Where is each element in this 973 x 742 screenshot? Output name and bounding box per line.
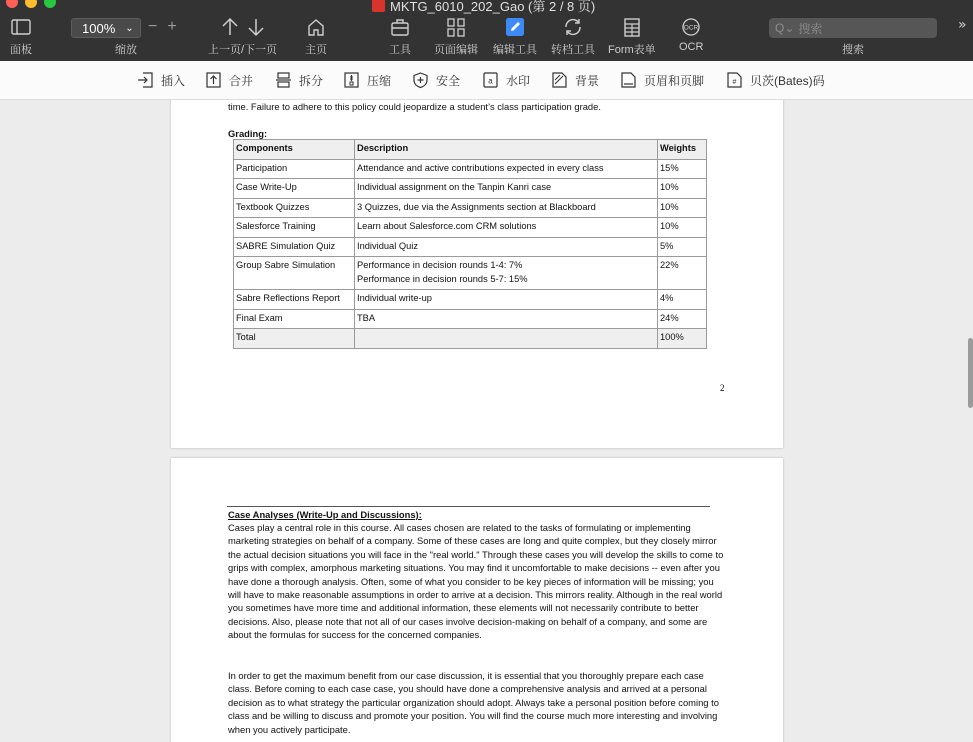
grid-pages-icon bbox=[445, 16, 467, 38]
grading-table bbox=[233, 139, 707, 349]
tools-button[interactable] bbox=[389, 16, 411, 57]
toolbox-icon bbox=[389, 16, 411, 38]
table-cell bbox=[355, 329, 658, 349]
panel-label: 面板 bbox=[10, 44, 32, 56]
edit-pencil-icon bbox=[504, 16, 526, 38]
watermark-button[interactable] bbox=[482, 71, 530, 89]
header-footer-button[interactable] bbox=[620, 71, 704, 89]
table-cell: Individual assignment on the Tanpin Kanri case bbox=[355, 179, 658, 199]
table-cell: Group Sabre Simulation bbox=[234, 257, 355, 290]
table-cell: Sabre Reflections Report bbox=[234, 290, 355, 310]
page-navigation-buttons[interactable] bbox=[208, 16, 277, 57]
table-row bbox=[234, 257, 707, 290]
grading-heading: Grading: bbox=[228, 128, 268, 139]
shield-icon bbox=[412, 71, 429, 89]
svg-text:#: # bbox=[732, 79, 737, 86]
table-row bbox=[234, 218, 707, 238]
merge-label: 合并 bbox=[229, 73, 254, 88]
table-cell: Learn about Salesforce.com CRM solutions bbox=[355, 218, 658, 238]
edit-tools-button[interactable] bbox=[493, 16, 537, 57]
zoom-select[interactable] bbox=[71, 18, 141, 38]
form-label: Form表单 bbox=[608, 44, 656, 56]
overflow-chevron-icon[interactable]: » bbox=[958, 17, 967, 33]
page-edit-label: 页面编辑 bbox=[434, 44, 478, 56]
sidebar-panel-icon bbox=[10, 16, 32, 38]
security-button[interactable] bbox=[412, 71, 460, 89]
arrow-up-down-icon bbox=[217, 16, 269, 38]
table-cell: 10% bbox=[658, 179, 707, 199]
table-cell: Attendance and active contributions expected in every class bbox=[355, 159, 658, 179]
background-label: 背景 bbox=[575, 73, 600, 88]
pdf-file-icon bbox=[372, 0, 385, 12]
nav-label: 上一页/下一页 bbox=[208, 44, 278, 56]
convert-label: 转档工具 bbox=[551, 44, 595, 56]
merge-icon bbox=[205, 71, 222, 89]
table-cell: Final Exam bbox=[234, 309, 355, 329]
table-row bbox=[234, 179, 707, 199]
window-title-text: MKTG_6010_202_Gao (第 2 / 8 页) bbox=[390, 0, 596, 14]
ocr-icon bbox=[680, 16, 702, 38]
insert-label: 插入 bbox=[161, 73, 186, 88]
table-row bbox=[234, 290, 707, 310]
window-title bbox=[372, 0, 595, 15]
case-analyses-heading: Case Analyses (Write-Up and Discussions): bbox=[228, 509, 422, 520]
pdf-page-2 bbox=[171, 100, 783, 448]
table-cell: 100% bbox=[658, 329, 707, 349]
page-number: 2 bbox=[720, 383, 725, 393]
bates-number-label: 贝茨(Bates)码 bbox=[750, 73, 825, 88]
edit-subtoolbar bbox=[0, 61, 973, 100]
table-cell: Individual write-up bbox=[355, 290, 658, 310]
table-row bbox=[234, 237, 707, 257]
main-toolbar bbox=[0, 0, 973, 61]
merge-button[interactable] bbox=[205, 71, 253, 89]
table-row bbox=[234, 198, 707, 218]
table-cell: 3 Quizzes, due via the Assignments section at Blackboard bbox=[355, 198, 658, 218]
pdf-page-3 bbox=[171, 458, 783, 742]
close-window-button[interactable] bbox=[6, 0, 18, 8]
home-button[interactable] bbox=[305, 16, 327, 57]
ocr-button[interactable] bbox=[679, 16, 703, 53]
chevron-down-icon: ⌄ bbox=[125, 22, 134, 34]
table-cell: 5% bbox=[658, 237, 707, 257]
watermark-icon bbox=[482, 71, 499, 89]
zoom-label: 缩放 bbox=[115, 44, 137, 56]
table-header-cell: Components bbox=[234, 140, 355, 160]
zoom-stepper bbox=[148, 18, 187, 36]
table-cell: Textbook Quizzes bbox=[234, 198, 355, 218]
search-placeholder: 搜索 bbox=[798, 21, 823, 36]
form-table-icon bbox=[621, 16, 643, 38]
home-icon bbox=[305, 16, 327, 38]
bates-number-icon bbox=[726, 71, 743, 89]
vertical-scrollbar[interactable] bbox=[968, 338, 973, 408]
tools-label: 工具 bbox=[389, 44, 411, 56]
table-cell: 10% bbox=[658, 218, 707, 238]
security-label: 安全 bbox=[436, 73, 461, 88]
search-input[interactable] bbox=[769, 18, 937, 38]
policy-text: time. Failure to adhere to this policy could jeopardize a student’s class participation grade. bbox=[228, 101, 601, 112]
table-cell: Salesforce Training bbox=[234, 218, 355, 238]
compress-label: 压缩 bbox=[367, 73, 392, 88]
table-header-cell: Weights bbox=[658, 140, 707, 160]
table-cell: Case Write-Up bbox=[234, 179, 355, 199]
compress-button[interactable] bbox=[343, 71, 391, 89]
document-viewer[interactable] bbox=[0, 100, 973, 742]
window-controls bbox=[6, 0, 56, 8]
insert-button[interactable] bbox=[137, 71, 185, 89]
zoom-in-button[interactable]: + bbox=[167, 18, 187, 35]
edit-tools-label: 编辑工具 bbox=[493, 44, 537, 56]
panel-button[interactable] bbox=[10, 16, 32, 57]
table-cell: TBA bbox=[355, 309, 658, 329]
background-icon bbox=[551, 71, 568, 89]
watermark-label: 水印 bbox=[506, 73, 531, 88]
split-label: 拆分 bbox=[299, 73, 324, 88]
split-icon bbox=[275, 71, 292, 89]
search-icon: Q⌄ bbox=[775, 21, 795, 35]
paragraph: Cases play a central role in this course. All cases chosen are related to the tasks of formulating or implementing marketing strategies on behalf of a company. Some of these cases are long and quite complex, but they closely mirror the actual decision situations you will face in the "real world." Through these cases you will develop the skills to come to grips with complex, amorphous marketing situations. You may find it uncomfortable to make decisions -- even after you have done a thorough analysis. Often, some of what you consider to be key pieces of information will be missing; you will have to make reasonable assumptions in order to arrive at a decision. This mirrors reality. Although in the real world you sometimes have more time and additional information, these elements will not necessarily contribute to better decisions. Also, please note that not all of our cases involve decision-making on behalf of a company, and some are about the formulas for success for the concerned companies. bbox=[228, 522, 724, 641]
bates-number-button[interactable] bbox=[726, 71, 825, 89]
zoom-value: 100% bbox=[82, 20, 116, 36]
table-header-cell: Description bbox=[355, 140, 658, 160]
svg-text:a: a bbox=[488, 76, 493, 86]
table-cell: 22% bbox=[658, 257, 707, 290]
table-row bbox=[234, 309, 707, 329]
table-cell: 15% bbox=[658, 159, 707, 179]
table-cell: Participation bbox=[234, 159, 355, 179]
table-cell: 24% bbox=[658, 309, 707, 329]
header-footer-label: 页眉和页脚 bbox=[644, 73, 705, 88]
form-button[interactable] bbox=[608, 16, 656, 57]
svg-text:OCR: OCR bbox=[683, 24, 699, 32]
page-edit-button[interactable] bbox=[434, 16, 478, 57]
table-cell-multiline bbox=[355, 257, 658, 290]
table-total-row bbox=[234, 329, 707, 349]
background-button[interactable] bbox=[551, 71, 599, 89]
insert-icon bbox=[137, 71, 154, 89]
table-cell: Total bbox=[234, 329, 355, 349]
table-cell: SABRE Simulation Quiz bbox=[234, 237, 355, 257]
convert-tools-button[interactable] bbox=[551, 16, 595, 57]
home-label: 主页 bbox=[305, 44, 327, 56]
zoom-out-button[interactable]: − bbox=[148, 18, 168, 35]
table-cell-line: Performance in decision rounds 5-7: 15% bbox=[357, 273, 528, 284]
search-label: 搜索 bbox=[842, 44, 864, 56]
zoom-window-button[interactable] bbox=[44, 0, 56, 8]
table-cell-line: Performance in decision rounds 1-4: 7% bbox=[357, 260, 523, 270]
ocr-label: OCR bbox=[679, 41, 704, 53]
table-cell: 10% bbox=[658, 198, 707, 218]
minimize-window-button[interactable] bbox=[25, 0, 37, 8]
convert-refresh-icon bbox=[562, 16, 584, 38]
table-cell: 4% bbox=[658, 290, 707, 310]
header-footer-icon bbox=[620, 71, 637, 89]
split-button[interactable] bbox=[275, 71, 323, 89]
section-divider bbox=[227, 506, 710, 507]
table-row bbox=[234, 159, 707, 179]
compress-icon bbox=[343, 71, 360, 89]
table-header-row bbox=[234, 140, 707, 160]
table-cell: Individual Quiz bbox=[355, 237, 658, 257]
paragraph: In order to get the maximum benefit from our case discussion, it is essential that you thoroughly prepare each case class. Before coming to each case case, you should have done a comprehensive analysis and arrived at a personal decision as to what strategy the particular organization should adopt. Always take a personal position before coming to class and be willing to discuss and promote your position. You will find the course much more interesting and involving when you actively participate. bbox=[228, 670, 719, 735]
